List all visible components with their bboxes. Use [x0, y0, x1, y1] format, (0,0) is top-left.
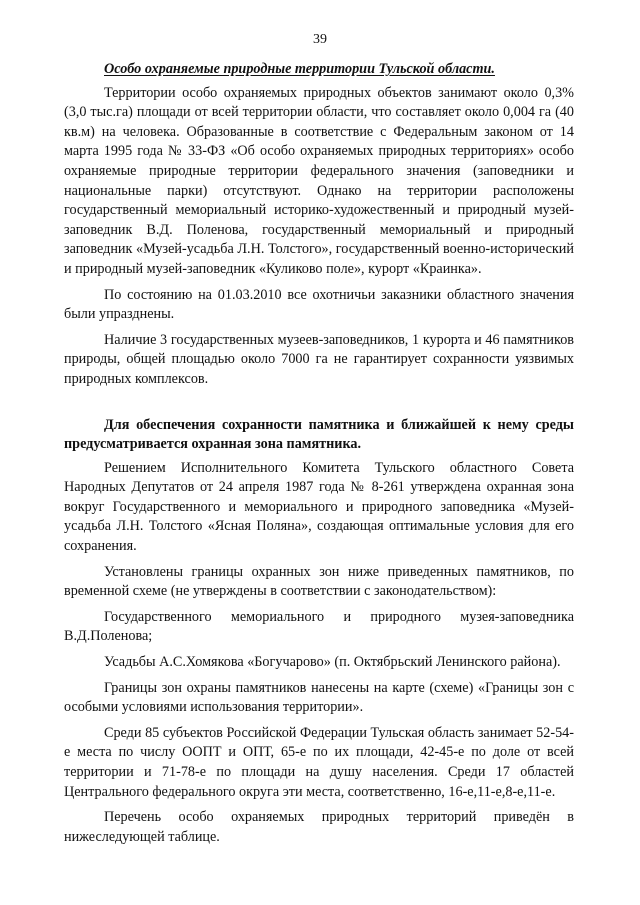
section-heading-protection-zone: Для обеспечения сохранности памятника и ближайшей к нему среды предусматривается охранная зона памятника.: [64, 416, 574, 453]
paragraph-zone-map: Границы зон охраны памятников нанесены на карте (схеме) «Границы зон с особыми условиями использования территории».: [64, 679, 574, 716]
paragraph-table-reference: Перечень особо охраняемых природных территорий приведён в нижеследующей таблице.: [64, 809, 574, 845]
document-body: [64, 60, 574, 847]
paragraph-protected-areas-overview: Территории особо охраняемых природных объектов занимают около 0,3% (3,0 тыс.га) площади от всей территории области, что составляет около 0,004 га (40 кв.м) на человека. Образованные в соответствие с Федеральным законом от 14 марта 1995 года № 33-ФЗ «Об особо охраняемых природных территориях» особо охраняемые природные территории федерального значения (заповедники и национальные парки) отсутствуют. Однако на территории расположены государственный мемориальный историко-художественный и природный музей-заповедник В.Д. Поленова, государственный мемориальный и природный заповедник «Музей-усадьба Л.Н. Толстого», государственный военно-исторический и природный музей-заповедник «Куликово поле», курорт «Краинка».: [64, 84, 574, 277]
paragraph-museums-count: Наличие 3 государственных музеев-заповедников, 1 курорта и 46 памятников природы, общей площадью около 7000 га не гарантирует сохранности уязвимых природных комплексов.: [64, 331, 574, 387]
paragraph-polenov-museum: Государственного мемориального и природного музея-заповедника В.Д.Поленова;: [64, 608, 574, 645]
paragraph-khomyakov-estate: Усадьбы А.С.Хомякова «Богучарово» (п. Октябрьский Ленинского района).: [104, 654, 561, 671]
paragraph-decision: Решением Исполнительного Комитета Тульского областного Совета Народных Депутатов от 24 апреля 1987 года № 8-261 утверждена охранная зона вокруг Государственного и мемориального и природного заповедника «Музей-усадьба Л.Н. Толстого «Ясная Поляна», создающая оптимальные условия для его сохранения.: [64, 459, 574, 555]
paragraph-zone-boundaries: Установлены границы охранных зон ниже приведенных памятников, по временной схеме (не утверждены в соответствии с законодательством):: [64, 563, 574, 600]
section-heading-protected-areas: Особо охраняемые природные территории Тульской области.: [104, 61, 495, 77]
paragraph-hunting-reserves: По состоянию на 01.03.2010 все охотничьи заказники областного значения были упразднены.: [64, 286, 574, 323]
paragraph-region-ranking: Среди 85 субъектов Российской Федерации Тульская область занимает 52-54-е места по числу ООПТ и ОПТ, 65-е по их площади, 42-45-е по доле от всей территории и 71-78-е по площади на душу населения. Среди 17 областей Центрального федерального округа эти места, соответственно, 16-е,11-е,8-е,11-е.: [64, 724, 574, 800]
page-number: 39: [313, 32, 327, 47]
